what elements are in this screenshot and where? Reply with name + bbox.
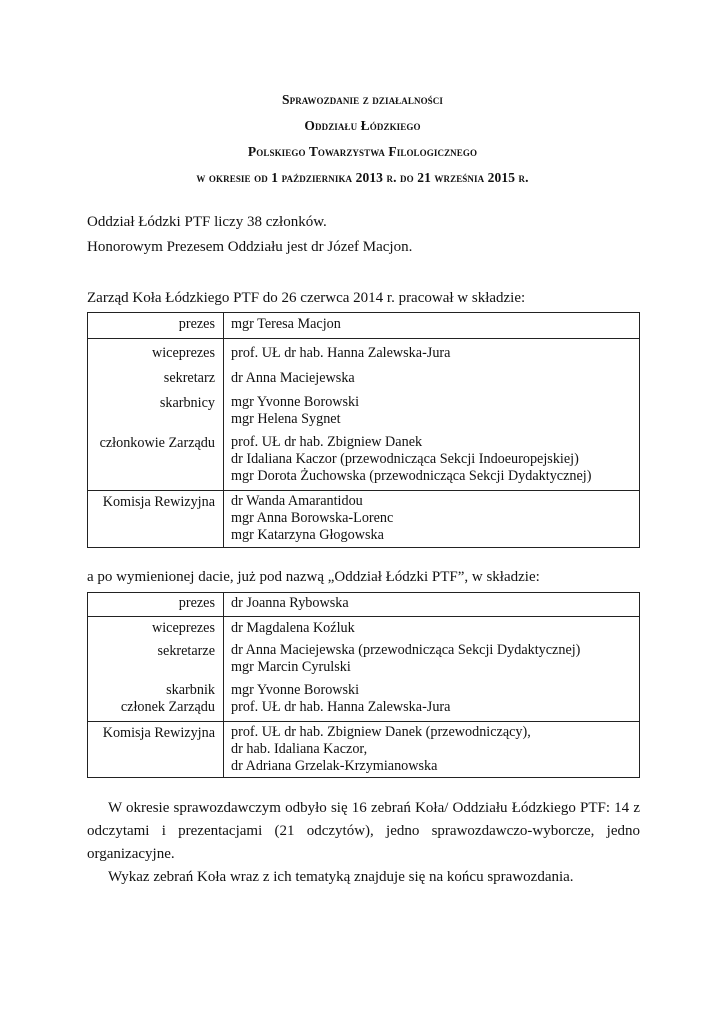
board1-heading: Zarząd Koła Łódzkiego PTF do 26 czerwca 2014 r. pracował w składzie:: [87, 290, 526, 306]
table-row: [88, 339, 640, 370]
members-count-text: Oddział Łódzki PTF liczy 38 członków.: [87, 214, 327, 230]
role-cell: Komisja Rewizyjna: [88, 722, 224, 778]
title-line-1: Sprawozdanie z działalności: [282, 92, 443, 107]
names-cell: [224, 394, 640, 434]
role-label: członek Zarządu: [120, 699, 215, 715]
title-line-4: w okresie od 1 października 2013 r. do 21 września 2015 r.: [196, 170, 529, 185]
table-row: [88, 491, 640, 548]
member-name: mgr Marcin Cyrulski: [231, 659, 351, 675]
member-name: dr Magdalena Koźluk: [231, 620, 355, 636]
role-cell: prezes: [88, 593, 224, 617]
report-title: [0, 87, 725, 191]
title-line-3: Polskiego Towarzystwa Filologicznego: [247, 144, 478, 159]
role-cell: skarbnicy: [88, 394, 224, 434]
names-cell: [224, 642, 640, 682]
table-row: [88, 617, 640, 643]
table-row: [88, 313, 640, 339]
role-cell: sekretarz: [88, 369, 224, 394]
member-name: prof. UŁ dr hab. Hanna Zalewska-Jura: [231, 345, 451, 361]
role-cell: członkowie Zarządu: [88, 434, 224, 491]
names-cell: [224, 369, 640, 394]
member-name: prof. UŁ dr hab. Hanna Zalewska-Jura: [231, 699, 451, 715]
member-name: mgr Yvonne Borowski: [231, 394, 360, 410]
summary-paragraph-2: Wykaz zebrań Koła wraz z ich tematyką znajduje się na końcu sprawozdania.: [108, 869, 574, 885]
names-cell: [224, 722, 640, 778]
member-name: dr Anna Maciejewska (przewodnicząca Sekcji Dydaktycznej): [231, 642, 581, 658]
member-name: mgr Teresa Macjon: [231, 316, 341, 332]
title-line-2: Oddziału Łódzkiego: [304, 118, 421, 133]
member-name: dr Idaliana Kaczor (przewodnicząca Sekcji Indoeuropejskiej): [231, 451, 579, 467]
member-name: mgr Dorota Żuchowska (przewodnicząca Sekcji Dydaktycznej): [231, 468, 592, 484]
member-name: mgr Yvonne Borowski: [231, 682, 360, 698]
role-cell: Komisja Rewizyjna: [88, 491, 224, 548]
table-row: [88, 434, 640, 491]
names-cell: [224, 491, 640, 548]
names-cell: [224, 339, 640, 370]
role-label: skarbnik: [166, 682, 215, 698]
member-name: dr Anna Maciejewska: [231, 370, 355, 386]
table-row: [88, 642, 640, 682]
member-name: prof. UŁ dr hab. Zbigniew Danek (przewodniczący),: [231, 724, 531, 740]
board2-table: [87, 592, 640, 778]
summary-section: [87, 797, 640, 889]
table-row: [88, 682, 640, 722]
honorary-president-text: Honorowym Prezesem Oddziału jest dr Józef Macjon.: [87, 239, 413, 255]
names-cell: [224, 617, 640, 643]
names-cell: [224, 313, 640, 339]
names-cell: [224, 682, 640, 722]
table-row: [88, 593, 640, 617]
member-name: dr Adriana Grzelak-Krzymianowska: [231, 758, 438, 774]
member-name: dr Joanna Rybowska: [231, 595, 349, 611]
names-cell: [224, 593, 640, 617]
table-row: [88, 722, 640, 778]
member-name: dr Wanda Amarantidou: [231, 493, 363, 509]
board1-table: [87, 312, 640, 548]
role-cell: sekretarze: [88, 642, 224, 682]
member-name: mgr Katarzyna Głogowska: [231, 527, 384, 543]
member-name: dr hab. Idaliana Kaczor,: [231, 741, 368, 757]
role-cell: prezes: [88, 313, 224, 339]
role-cell: wiceprezes: [88, 339, 224, 370]
role-cell: wiceprezes: [88, 617, 224, 643]
member-name: mgr Helena Sygnet: [231, 411, 341, 427]
role-cell: [88, 682, 224, 722]
names-cell: [224, 434, 640, 491]
member-name: mgr Anna Borowska-Lorenc: [231, 510, 394, 526]
summary-paragraph: W okresie sprawozdawczym odbyło się 16 zebrań Koła/ Oddziału Łódzkiego PTF: 14 z odczytami i prezentacjami (21 odczytów), jedno sprawozdawczo-wyborcze, jedno organizacyjne.: [87, 800, 640, 862]
table-row: [88, 369, 640, 394]
table-row: [88, 394, 640, 434]
member-name: prof. UŁ dr hab. Zbigniew Danek: [231, 434, 423, 450]
board2-heading: a po wymienionej dacie, już pod nazwą „Oddział Łódzki PTF”, w składzie:: [87, 569, 540, 585]
